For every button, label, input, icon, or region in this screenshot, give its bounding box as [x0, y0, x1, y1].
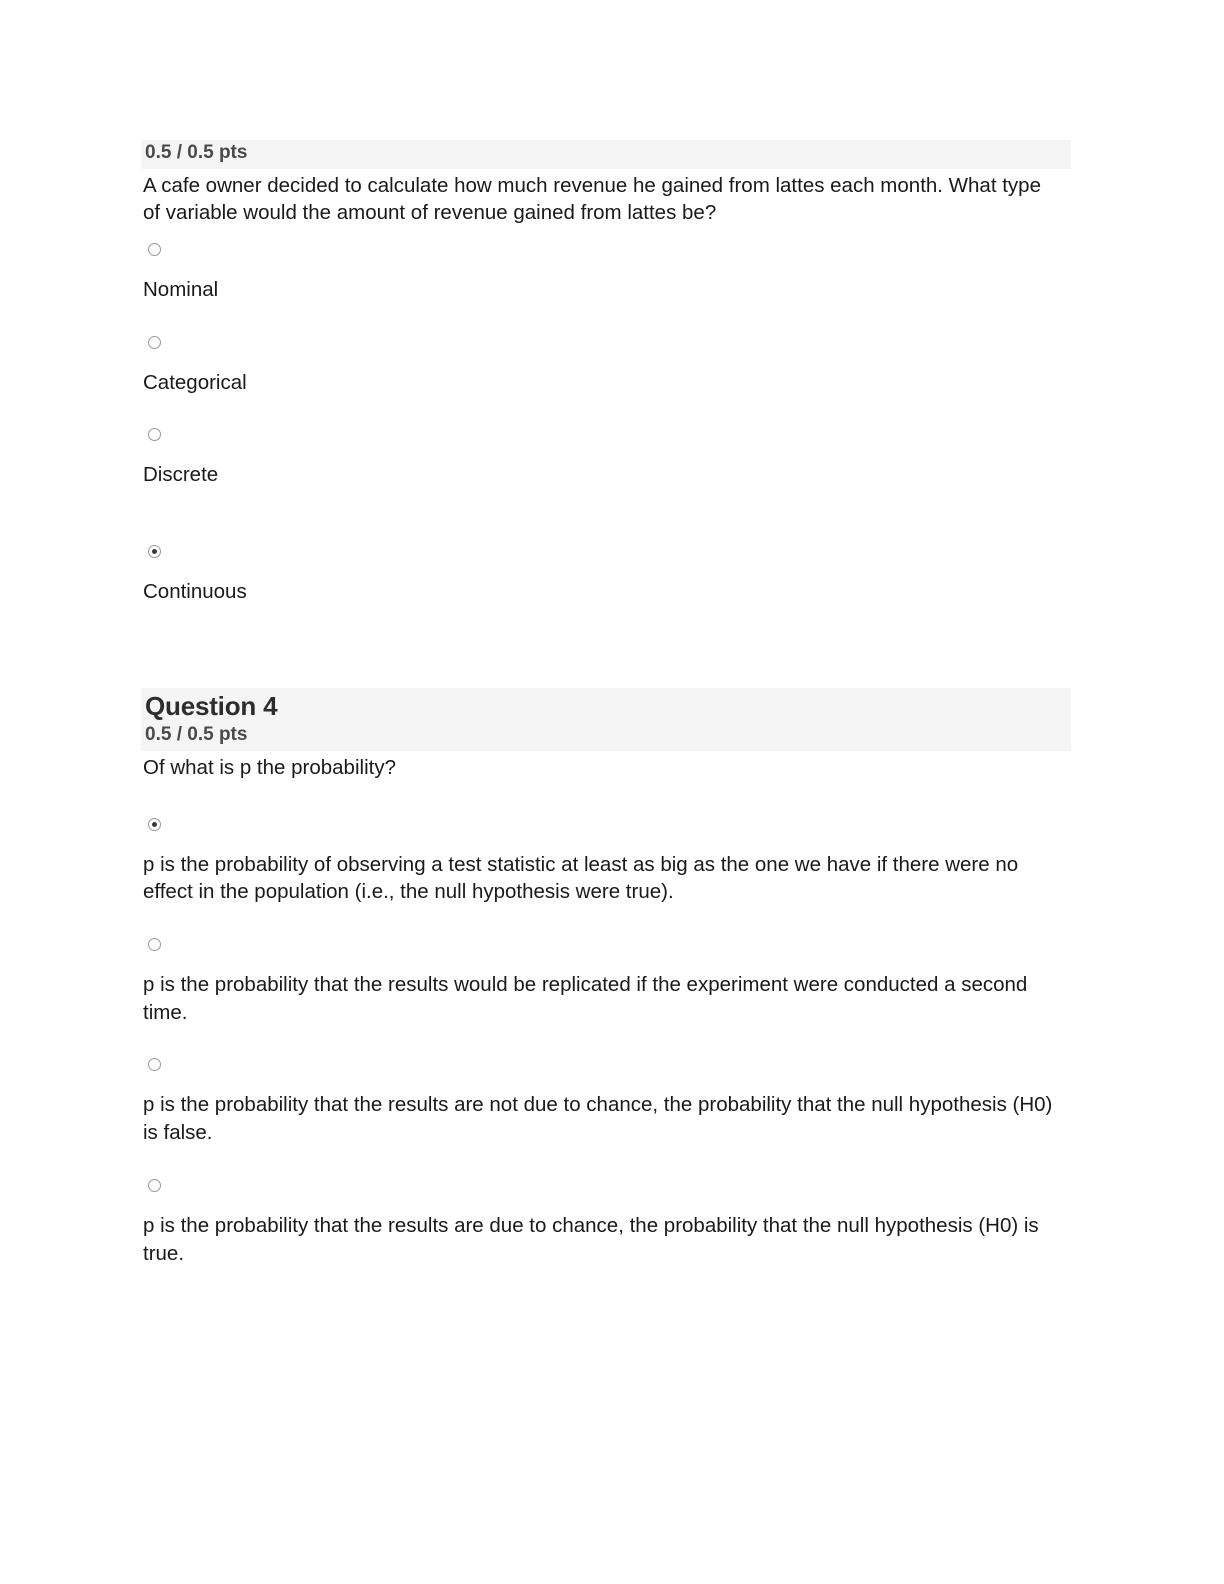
question-points-2: 0.5 / 0.5 pts [145, 724, 248, 746]
radio-button-icon[interactable] [148, 336, 161, 349]
answer-option[interactable] [141, 428, 1071, 489]
answer-label: p is the probability that the results are not due to chance, the probability that the null hypothesis (H0) is false. [143, 1093, 1053, 1145]
question-prompt-2: Of what is p the probability? [143, 756, 396, 780]
question-block-1 [141, 140, 1071, 606]
answer-option-selected[interactable] [141, 818, 1071, 906]
answer-label: Categorical [143, 370, 247, 394]
radio-button-selected-icon[interactable] [148, 818, 161, 831]
answer-label: Nominal [143, 278, 219, 302]
question-block-2 [141, 688, 1071, 1267]
answer-label: Continuous [143, 580, 247, 604]
radio-button-icon[interactable] [148, 428, 161, 441]
quiz-content [141, 140, 1071, 1279]
answer-label: p is the probability that the results would be replicated if the experiment were conducted a second time. [143, 973, 1028, 1024]
answer-option-selected[interactable] [141, 545, 1071, 606]
answer-option[interactable] [141, 243, 1071, 304]
question-title-2: Question 4 [145, 690, 278, 721]
radio-button-selected-icon[interactable] [148, 545, 161, 558]
answer-option[interactable] [141, 336, 1071, 397]
answer-label: Discrete [143, 463, 219, 487]
answer-list-2 [141, 798, 1071, 1267]
answer-list-1 [141, 243, 1071, 606]
radio-button-icon[interactable] [148, 243, 161, 256]
answer-label: p is the probability of observing a test statistic at least as big as the one we have if there were no effect in the population (i.e., the null hypothesis were true). [143, 852, 1019, 904]
answer-label: p is the probability that the results are due to chance, the probability that the null hypothesis (H0) is true. [143, 1213, 1039, 1265]
question-header-2 [141, 688, 1071, 751]
answer-option[interactable] [141, 1058, 1071, 1146]
question-header-1 [141, 140, 1071, 169]
question-points-1: 0.5 / 0.5 pts [145, 142, 248, 163]
radio-button-icon[interactable] [148, 1058, 161, 1071]
question-prompt-1: A cafe owner decided to calculate how much revenue he gained from lattes each month. What type of variable would the amount of revenue gained from lattes be? [143, 173, 1041, 225]
radio-button-icon[interactable] [148, 938, 161, 951]
radio-button-icon[interactable] [148, 1179, 161, 1192]
answer-option[interactable] [141, 1179, 1071, 1267]
answer-option[interactable] [141, 938, 1071, 1026]
